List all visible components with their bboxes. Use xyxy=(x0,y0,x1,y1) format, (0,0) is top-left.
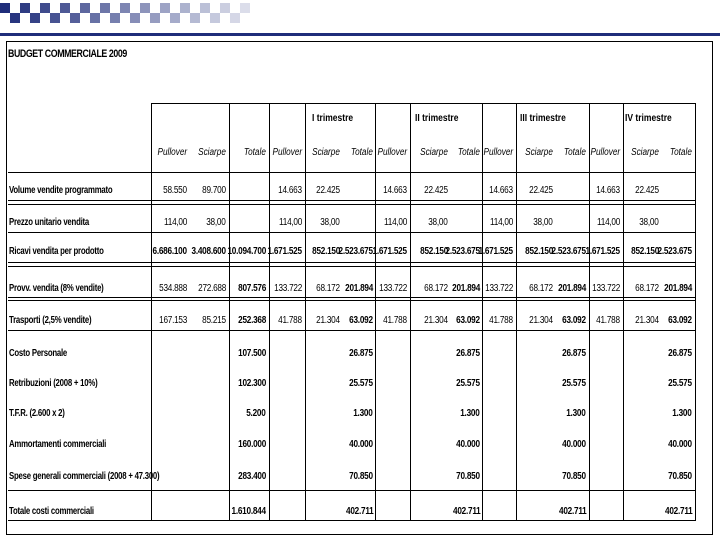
column-divider xyxy=(269,103,270,521)
table-cell: 1.671.525 xyxy=(478,246,513,257)
table-cell: 852.150 xyxy=(525,246,553,257)
table-cell: 201.894 xyxy=(452,283,480,294)
row-label: Spese generali commerciali (2008 + 47.300) xyxy=(9,471,160,482)
quarter-header: IV trimestre xyxy=(625,113,672,124)
table-cell: 107.500 xyxy=(238,348,266,359)
table-cell: 167.153 xyxy=(159,315,187,326)
table-cell: 114,00 xyxy=(279,217,302,228)
header-square xyxy=(120,3,130,13)
table-cell: 41.788 xyxy=(383,315,407,326)
column-divider xyxy=(695,103,696,521)
table-cell: 58.550 xyxy=(163,185,187,196)
sheet-title: BUDGET COMMERCIALE 2009 xyxy=(8,48,127,60)
table-cell: 160.000 xyxy=(238,439,266,450)
table-cell: 68.172 xyxy=(424,283,448,294)
table-cell: 70.850 xyxy=(456,471,480,482)
column-header: Totale xyxy=(669,147,692,158)
table-cell: 41.788 xyxy=(596,315,620,326)
table-cell: 25.575 xyxy=(562,378,586,389)
table-top-border xyxy=(151,103,696,104)
table-cell: 14.663 xyxy=(596,185,620,196)
row-divider xyxy=(8,300,695,301)
row-label: Trasporti (2,5% vendite) xyxy=(9,315,92,326)
table-cell: 38,00 xyxy=(206,217,226,228)
row-divider xyxy=(8,172,695,173)
table-cell: 40.000 xyxy=(668,439,692,450)
column-header: Sciarpe xyxy=(198,147,226,158)
header-square xyxy=(100,3,110,13)
table-cell: 402.711 xyxy=(452,506,480,517)
row-divider xyxy=(8,232,695,233)
table-cell: 114,00 xyxy=(384,217,407,228)
table-cell: 1.300 xyxy=(672,408,692,419)
table-cell: 133.722 xyxy=(485,283,513,294)
table-cell: 102.300 xyxy=(238,378,266,389)
header-square xyxy=(30,13,40,23)
header-square xyxy=(90,13,100,23)
table-cell: 63.092 xyxy=(456,315,480,326)
table-cell: 201.894 xyxy=(664,283,692,294)
column-divider xyxy=(229,103,230,521)
table-cell: 252.368 xyxy=(238,315,266,326)
column-header: Sciarpe xyxy=(525,147,553,158)
table-cell: 272.688 xyxy=(198,283,226,294)
table-cell: 14.663 xyxy=(489,185,513,196)
table-cell: 402.711 xyxy=(558,506,586,517)
row-label: Provv. vendita (8% vendite) xyxy=(9,283,104,294)
table-cell: 6.686.100 xyxy=(152,246,187,257)
table-cell: 38,00 xyxy=(428,217,448,228)
table-cell: 114,00 xyxy=(490,217,513,228)
header-square xyxy=(170,13,180,23)
row-divider xyxy=(8,204,695,205)
header-square xyxy=(80,3,90,13)
header-square xyxy=(0,3,10,13)
header-square xyxy=(210,13,220,23)
table-cell: 70.850 xyxy=(349,471,373,482)
table-cell: 21.304 xyxy=(316,315,340,326)
header-square xyxy=(130,13,140,23)
table-cell: 70.850 xyxy=(668,471,692,482)
column-header: Totale xyxy=(350,147,373,158)
row-divider xyxy=(8,330,695,331)
header-square xyxy=(240,3,250,13)
table-cell: 26.875 xyxy=(562,348,586,359)
table-cell: 40.000 xyxy=(456,439,480,450)
table-cell: 21.304 xyxy=(424,315,448,326)
column-divider xyxy=(482,103,483,521)
header-square xyxy=(60,3,70,13)
table-cell: 3.408.600 xyxy=(191,246,226,257)
table-cell: 63.092 xyxy=(562,315,586,326)
row-label: Ammortamenti commerciali xyxy=(9,439,107,450)
table-cell: 40.000 xyxy=(349,439,373,450)
column-header: Sciarpe xyxy=(631,147,659,158)
column-header: Pullover xyxy=(590,147,620,158)
row-label: Totale costi commerciali xyxy=(9,506,94,517)
table-cell: 26.875 xyxy=(668,348,692,359)
slide-header-pattern xyxy=(0,0,720,33)
header-square xyxy=(160,3,170,13)
header-square xyxy=(70,13,80,23)
table-cell: 38,00 xyxy=(533,217,553,228)
table-cell: 201.894 xyxy=(345,283,373,294)
table-cell: 1.671.525 xyxy=(585,246,620,257)
table-cell: 283.400 xyxy=(238,471,266,482)
row-divider xyxy=(8,262,695,263)
column-header: Totale xyxy=(563,147,586,158)
header-square xyxy=(230,13,240,23)
table-cell: 14.663 xyxy=(278,185,302,196)
row-divider xyxy=(8,297,695,298)
column-divider xyxy=(375,103,376,521)
table-cell: 25.575 xyxy=(349,378,373,389)
column-header: Totale xyxy=(457,147,480,158)
table-cell: 70.850 xyxy=(562,471,586,482)
table-cell: 402.711 xyxy=(664,506,692,517)
row-label: T.F.R. (2.600 x 2) xyxy=(9,408,65,419)
column-header: Totale xyxy=(243,147,266,158)
table-cell: 1.300 xyxy=(566,408,586,419)
row-label: Retribuzioni (2008 + 10%) xyxy=(9,378,98,389)
table-cell: 25.575 xyxy=(456,378,480,389)
column-divider xyxy=(410,103,411,521)
row-label: Prezzo unitario vendita xyxy=(9,217,90,228)
header-square xyxy=(190,13,200,23)
column-header: Pullover xyxy=(157,147,187,158)
table-cell: 26.875 xyxy=(349,348,373,359)
table-cell: 68.172 xyxy=(635,283,659,294)
table-cell: 21.304 xyxy=(529,315,553,326)
table-cell: 133.722 xyxy=(274,283,302,294)
table-cell: 22.425 xyxy=(635,185,659,196)
table-cell: 41.788 xyxy=(489,315,513,326)
table-cell: 201.894 xyxy=(558,283,586,294)
table-cell: 2.523.675 xyxy=(551,246,586,257)
table-cell: 14.663 xyxy=(383,185,407,196)
header-square xyxy=(20,3,30,13)
table-cell: 1.671.525 xyxy=(372,246,407,257)
table-cell: 25.575 xyxy=(668,378,692,389)
table-cell: 41.788 xyxy=(278,315,302,326)
header-square xyxy=(10,13,20,23)
row-divider xyxy=(8,490,695,491)
quarter-header: II trimestre xyxy=(415,113,459,124)
table-cell: 38,00 xyxy=(320,217,340,228)
table-cell: 68.172 xyxy=(529,283,553,294)
table-cell: 21.304 xyxy=(635,315,659,326)
column-header: Pullover xyxy=(483,147,513,158)
row-label: Costo Personale xyxy=(9,348,68,359)
table-cell: 1.610.844 xyxy=(231,506,266,517)
table-cell: 89.700 xyxy=(202,185,226,196)
table-cell: 807.576 xyxy=(238,283,266,294)
table-cell: 114,00 xyxy=(597,217,620,228)
header-square xyxy=(40,3,50,13)
row-divider xyxy=(8,200,695,201)
table-cell: 2.523.675 xyxy=(338,246,373,257)
table-cell: 114,00 xyxy=(164,217,187,228)
header-square xyxy=(110,13,120,23)
table-cell: 1.300 xyxy=(353,408,373,419)
header-square xyxy=(50,13,60,23)
column-divider xyxy=(623,103,624,521)
table-cell: 40.000 xyxy=(562,439,586,450)
table-cell: 133.722 xyxy=(379,283,407,294)
table-cell: 1.300 xyxy=(460,408,480,419)
table-cell: 852.150 xyxy=(631,246,659,257)
table-cell: 38,00 xyxy=(639,217,659,228)
column-divider xyxy=(589,103,590,521)
column-header: Pullover xyxy=(272,147,302,158)
row-label: Ricavi vendita per prodotto xyxy=(9,246,104,257)
table-cell: 63.092 xyxy=(668,315,692,326)
table-cell: 26.875 xyxy=(456,348,480,359)
table-cell: 22.425 xyxy=(316,185,340,196)
column-header: Sciarpe xyxy=(420,147,448,158)
table-cell: 1.671.525 xyxy=(267,246,302,257)
table-cell: 534.888 xyxy=(159,283,187,294)
column-divider xyxy=(151,103,152,521)
column-divider xyxy=(516,103,517,521)
row-label: Volume vendite programmato xyxy=(9,185,113,196)
table-cell: 85.215 xyxy=(202,315,226,326)
column-header: Sciarpe xyxy=(312,147,340,158)
table-cell: 22.425 xyxy=(424,185,448,196)
header-square xyxy=(150,13,160,23)
table-cell: 22.425 xyxy=(529,185,553,196)
table-cell: 402.711 xyxy=(345,506,373,517)
header-square xyxy=(140,3,150,13)
row-divider xyxy=(8,266,695,267)
header-square xyxy=(180,3,190,13)
table-cell: 852.150 xyxy=(420,246,448,257)
table-cell: 133.722 xyxy=(592,283,620,294)
slide-header-rule xyxy=(0,33,720,36)
quarter-header: III trimestre xyxy=(520,113,566,124)
table-cell: 5.200 xyxy=(246,408,266,419)
table-cell: 2.523.675 xyxy=(657,246,692,257)
header-square xyxy=(200,3,210,13)
column-divider xyxy=(305,103,306,521)
row-divider xyxy=(8,520,695,521)
header-square xyxy=(220,3,230,13)
table-cell: 68.172 xyxy=(316,283,340,294)
quarter-header: I trimestre xyxy=(312,113,354,124)
table-cell: 2.523.675 xyxy=(445,246,480,257)
table-cell: 10.094.700 xyxy=(227,246,266,257)
table-cell: 852.150 xyxy=(312,246,340,257)
column-header: Pullover xyxy=(377,147,407,158)
table-cell: 63.092 xyxy=(349,315,373,326)
